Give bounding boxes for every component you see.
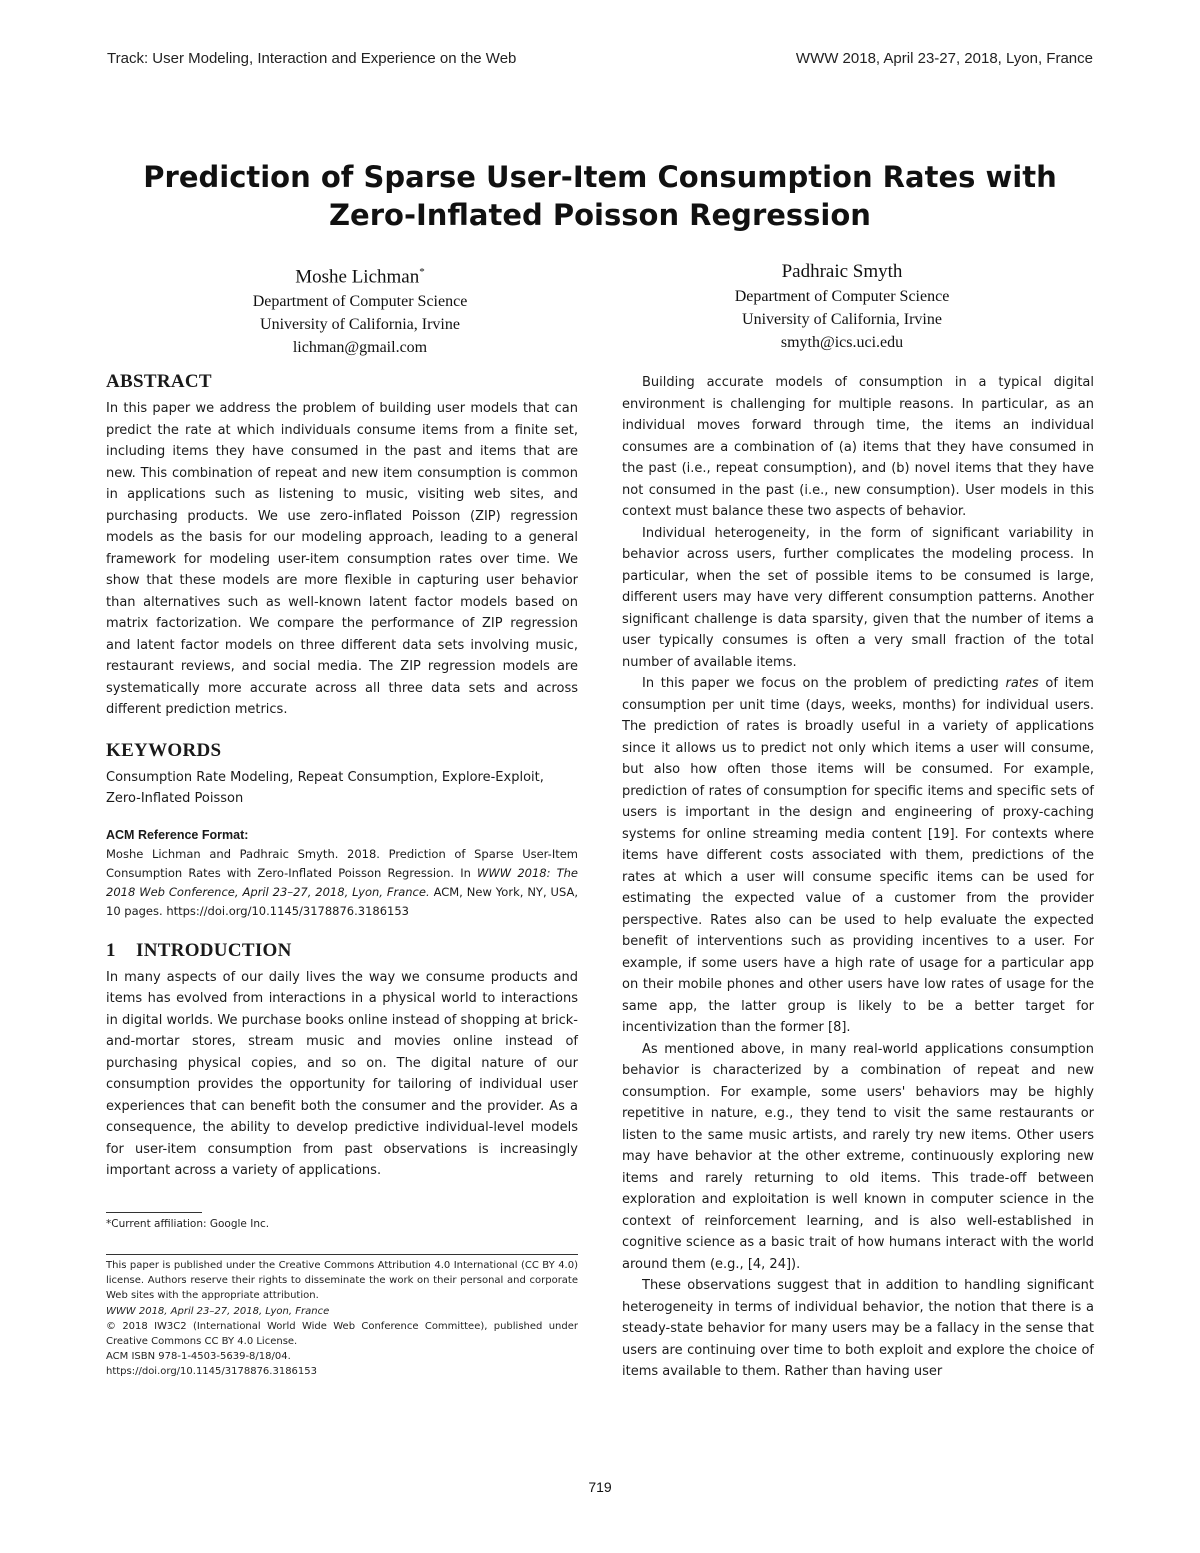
title-line-1: Prediction of Sparse User-Item Consumption Rates with — [143, 160, 1057, 194]
intro-paragraph-6: These observations suggest that in addition to handling significant heterogeneity in terms of individual behavior, the notion that there is a steady-state behavior for many users may be a fallacy in the sense that users are continuing over time to both exploit and explore the choice of items available to them. Rather than having user — [622, 1278, 1094, 1379]
license-text: This paper is published under the Creative Commons Attribution 4.0 International (CC BY 4.0) license. Authors reserve their rights to disseminate the work on their personal and corporate Web sites with the appropriate attribution. — [106, 1260, 578, 1302]
license-doi[interactable]: https://doi.org/10.1145/3178876.3186153 — [106, 1366, 318, 1378]
introduction-text: In many aspects of our daily lives the way we consume products and items has evolved from interactions in a physical world to interactions in digital worlds. We purchase books online instead of shopping at brick-and-mortar stores, stream music and movies online instead of purchasing physical copies, and so on. The digital nature of our consumption provides the opportunity for tailoring of individual user experiences that can benefit both the consumer and the provider. As a consequence, the ability to develop predictive individual-level models for user-item consumption from past observations is increasingly important across a variety of applications. — [106, 969, 578, 1178]
section-number: 1 — [106, 939, 116, 961]
author-name-1: Moshe Lichman* — [295, 266, 425, 288]
license-rule — [106, 1254, 578, 1255]
footnote-rule — [106, 1212, 202, 1213]
intro-paragraph-5: As mentioned above, in many real-world applications consumption behavior is characterized by a combination of repeat and new consumption. For example, some users' behaviors may be highly repetitive in nature, e.g., they tend to visit the same restaurants or listen to the same music artists, and rarely try new items. Other users may have behavior at the other extreme, continuously exploring new items and rarely returning to old items. This trade-off between exploration and exploitation is well known in computer science in the context of reinforcement learning, and is also well-established in cognitive science as a basic trait of how humans interact with the world around them (e.g., [4, 24]). — [622, 1041, 1094, 1272]
page-number: 719 — [588, 1479, 612, 1495]
acm-reference-heading: ACM Reference Format: — [106, 827, 249, 842]
introduction-heading: 1 INTRODUCTION — [106, 939, 292, 961]
acm-reference — [106, 826, 578, 921]
author-univ-1: University of California, Irvine — [260, 316, 460, 334]
keywords-heading: KEYWORDS — [106, 739, 222, 761]
author-email-2[interactable]: smyth@ics.uci.edu — [780, 334, 904, 351]
abstract-heading: ABSTRACT — [106, 371, 212, 392]
title-line-2: Zero-Inflated Poisson Regression — [329, 198, 871, 232]
author-dept-1: Department of Computer Science — [252, 293, 468, 311]
right-column — [622, 372, 1094, 1383]
paper-title — [0, 158, 1200, 234]
intro-paragraph-3: Individual heterogeneity, in the form of significant variability in behavior across users, further complicates the modeling process. In particular, when the set of possible items to be consumed is large, different users may have very different consumption patterns. Another significant challenge is data sparsity, given that the number of items a user typically consumes is often a very small fraction of the total number of available items. — [622, 525, 1094, 670]
author-dept-2: Department of Computer Science — [734, 288, 950, 305]
acm-reference-text: Moshe Lichman and Padhraic Smyth. 2018. Prediction of Sparse User-Item Consumption Rates with Zero-Inflated Poisson Regression. In WWW 2018: The 2018 Web Conference, April 23–27, 2018, Lyon, France. ACM, New York, NY, USA, 10 pages. https://doi.org/10.1145/3178876.3186153 — [106, 846, 579, 918]
author-email-1[interactable]: lichman@gmail.com — [292, 339, 428, 357]
acm-reference-venue: WWW 2018: The 2018 Web Conference, April 23–27, 2018, Lyon, France. — [106, 865, 579, 899]
author-name-2: Padhraic Smyth — [781, 261, 903, 282]
license-venue: WWW 2018, April 23–27, 2018, Lyon, France — [106, 1305, 330, 1317]
intro-paragraph-2: Building accurate models of consumption in a typical digital environment is challenging for multiple reasons. In particular, as an individual moves forward through time, the items an individual consumes are a combination of (a) items that they have consumed in the past (i.e., repeat consumption), and (b) novel items that they have not consumed in the past (i.e., new consumption). User models in this context must balance these two aspects of behavior. — [622, 375, 1094, 519]
keywords-text: Consumption Rate Modeling, Repeat Consumption, Explore-Exploit, Zero-Inflated Poisson — [106, 769, 544, 806]
author-block-2 — [632, 259, 1052, 354]
affiliation-mark: * — [419, 266, 425, 278]
running-header-venue: WWW 2018, April 23-27, 2018, Lyon, France — [795, 50, 1093, 67]
license-copyright: © 2018 IW3C2 (International World Wide Web Conference Committee), published under Creative Commons CC BY 4.0 License. — [106, 1320, 578, 1348]
running-header-track: Track: User Modeling, Interaction and Experience on the Web — [107, 50, 517, 67]
author-block-1 — [150, 259, 570, 359]
license-block — [106, 1258, 578, 1380]
abstract-text: In this paper we address the problem of building user models that can predict the rate at which individuals consume items from a finite set, including items they have consumed in the past and items that are new. This combination of repeat and new item consumption is common in applications such as listening to music, visiting web sites, and purchasing products. We use zero-inflated Poisson (ZIP) regression models as the basis for our modeling approach, leading to a general framework for modeling user-item consumption rates over time. We show that these models are more flexible in capturing user behavior than alternatives such as well-known latent factor models based on matrix factorization. We compare the performance of ZIP regression and latent factor models on three different data sets involving music, restaurant reviews, and social media. The ZIP regression models are systematically more accurate across all three data sets and across different prediction metrics. — [106, 401, 578, 717]
author-univ-2: University of California, Irvine — [742, 311, 942, 328]
left-column — [106, 370, 578, 1182]
license-isbn: ACM ISBN 978-1-4503-5639-8/18/04. — [106, 1351, 291, 1363]
intro-paragraph-4: In this paper we focus on the problem of predicting rates of item consumption per unit time (days, weeks, months) for individual users. The prediction of rates is broadly useful in a variety of applications since it allows us to predict not only which items a user will consume, but also how often those items will be consumed. For example, prediction of rates of consumption for specific items and specific sets of users is important in the design and engineering of proxy-caching systems for online streaming media content [19]. For contexts where items have different costs associated with them, predictions of the rates at which a user will consume specific items can be used for estimating the expected value of a customer from the provider perspective. Rates also can be used to help evaluate the expected benefit of interventions such as providing incentives to a user. For example, if some users have a high rate of usage for a particular app on their mobile phones and other users have low rates of usage for the same app, the latter group is likely to be a better target for incentivization than the former [8]. — [622, 676, 1094, 1035]
affiliation-footnote: *Current affiliation: Google Inc. — [106, 1218, 270, 1230]
